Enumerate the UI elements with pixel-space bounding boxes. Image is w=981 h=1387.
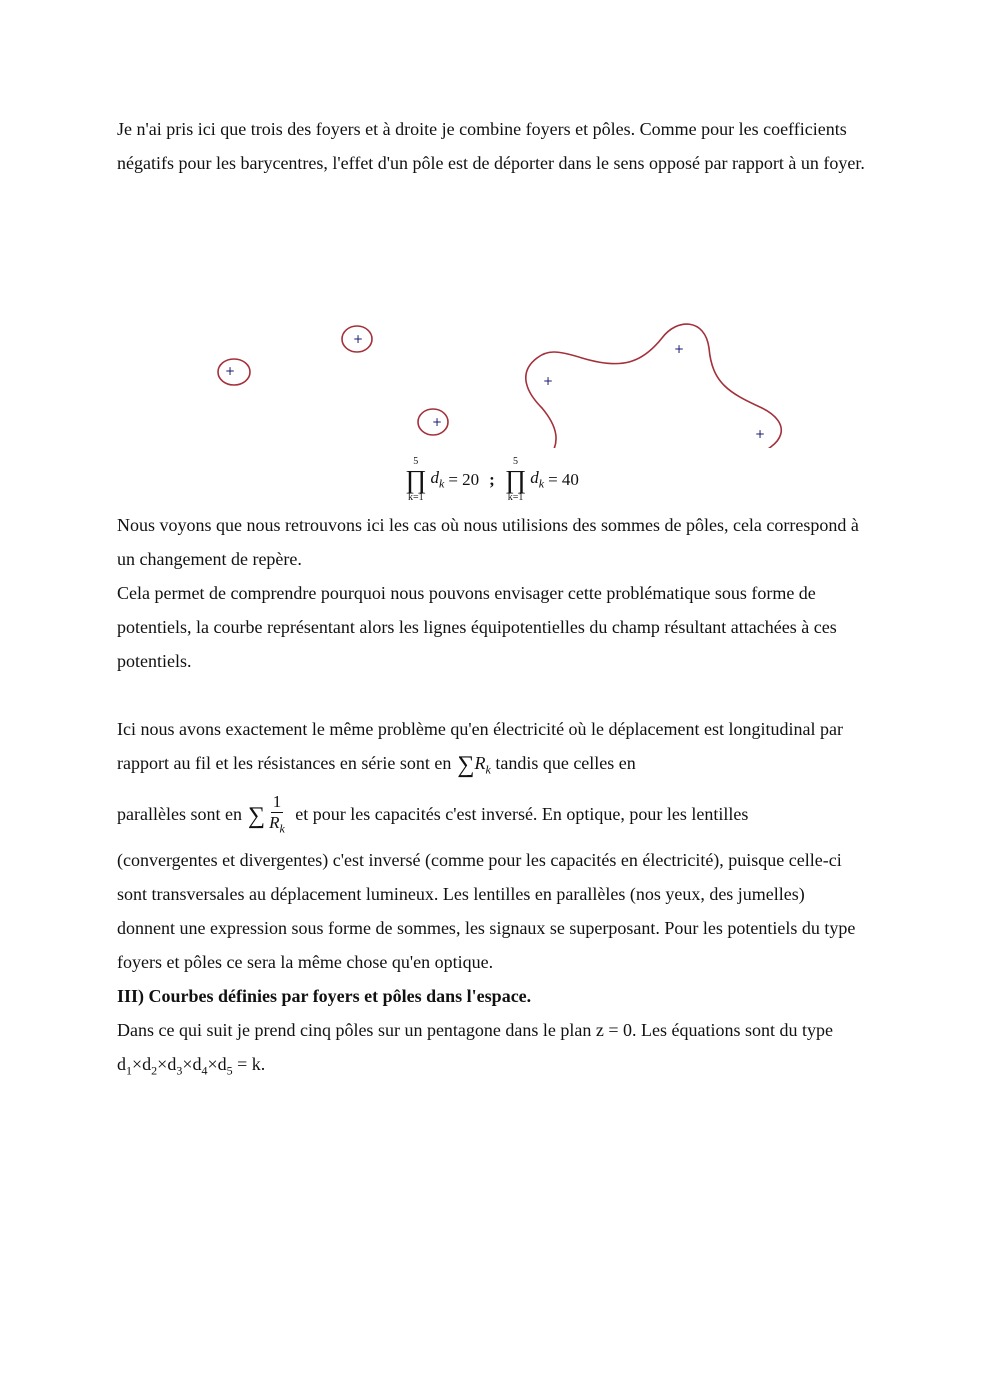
sum-symbol: ∑ — [457, 752, 475, 778]
left-plot-markers — [225, 332, 442, 448]
formula-separator: ; — [489, 470, 495, 489]
product-term-left: $d_k$ — [430, 468, 445, 491]
product-upper: 5 — [413, 456, 419, 467]
paragraph-potentiels: Cela permet de comprendre pourquoi nous pouvons envisager cette problématique sous forme de potentiels, la courbe représentant alors les lignes équipotentielles du champ résultant attachées à ces potentiels. — [117, 583, 837, 671]
product-value-left: = 20 — [448, 470, 480, 489]
right-plot-markers — [543, 342, 765, 448]
product-lower: k=1 — [407, 492, 424, 503]
document-page — [117, 112, 867, 1087]
blank-line — [117, 678, 867, 712]
star-curve — [526, 324, 781, 448]
paragraph-pentagone: Dans ce qui suit je prend cinq pôles sur un pentagone dans le plan z = 0. Les équations sont du type $d_1\times d_2\times d_3\times d_4\times d_5 = k$. — [117, 1019, 833, 1078]
paragraph-electricite: Ici nous avons exactement le même problème qu'en électricité où le déplacement est longitudinal par rapport au fil et les résistances en série sont en $\sum R_k$ tandis que celles en — [117, 712, 867, 787]
focus-marker: + — [352, 332, 364, 346]
focus-marker: + — [431, 415, 443, 429]
section-heading: III) Courbes définies par foyers et pôles dans l'espace. — [117, 985, 532, 1006]
product-operator-left — [405, 457, 426, 503]
product-operator-right: 5 ∏ k=1 — [504, 456, 527, 503]
point-marker: + — [673, 342, 685, 356]
curves-illustration — [117, 198, 867, 448]
point-marker: + — [542, 374, 554, 388]
left-plot — [217, 326, 448, 448]
point-marker: + — [754, 427, 766, 441]
paragraph-paralleles: parallèles sont en ∑ $\frac{1}{R_k}$ et pour les capacités c'est inversé. En optique, pour les lentilles — [117, 787, 867, 843]
paragraph-optique: (convergentes et divergentes) c'est inversé (comme pour les capacités en électricité), puisque celle-ci sont transversales au déplacement lumineux. Les lentilles en parallèles (nos yeux, des jumelles) donnent une expression sous forme de sommes, les signaux se superposant. Pour les potentiels du type foyers et pôles ce sera la même chose qu'en optique. — [117, 849, 856, 972]
product-value-right: = 40 — [548, 470, 579, 489]
intro-paragraph: Je n'ai pris ici que trois des foyers et à droite je combine foyers et pôles. Comme pour les coefficients négatifs pour les barycentres, l'effet d'un pôle est de déporter dans le sens opposé par rapport à un foyer. — [117, 119, 865, 173]
paragraph-repere: Nous voyons que nous retrouvons ici les cas où nous utilisions des sommes de pôles, cela correspond à un changement de repère. — [117, 515, 859, 569]
inverse-resistance-fraction: $\frac{1}{R_k}$ — [269, 792, 285, 836]
resistance-term: $R_k$ — [474, 753, 491, 777]
sum-symbol: ∑ — [247, 802, 266, 829]
product-term-right: $d_k$ — [530, 468, 545, 491]
product-formula — [117, 452, 867, 508]
foci-poles-figure — [117, 198, 867, 448]
product-symbol: ∏ — [405, 465, 427, 494]
focus-marker: + — [224, 364, 236, 378]
